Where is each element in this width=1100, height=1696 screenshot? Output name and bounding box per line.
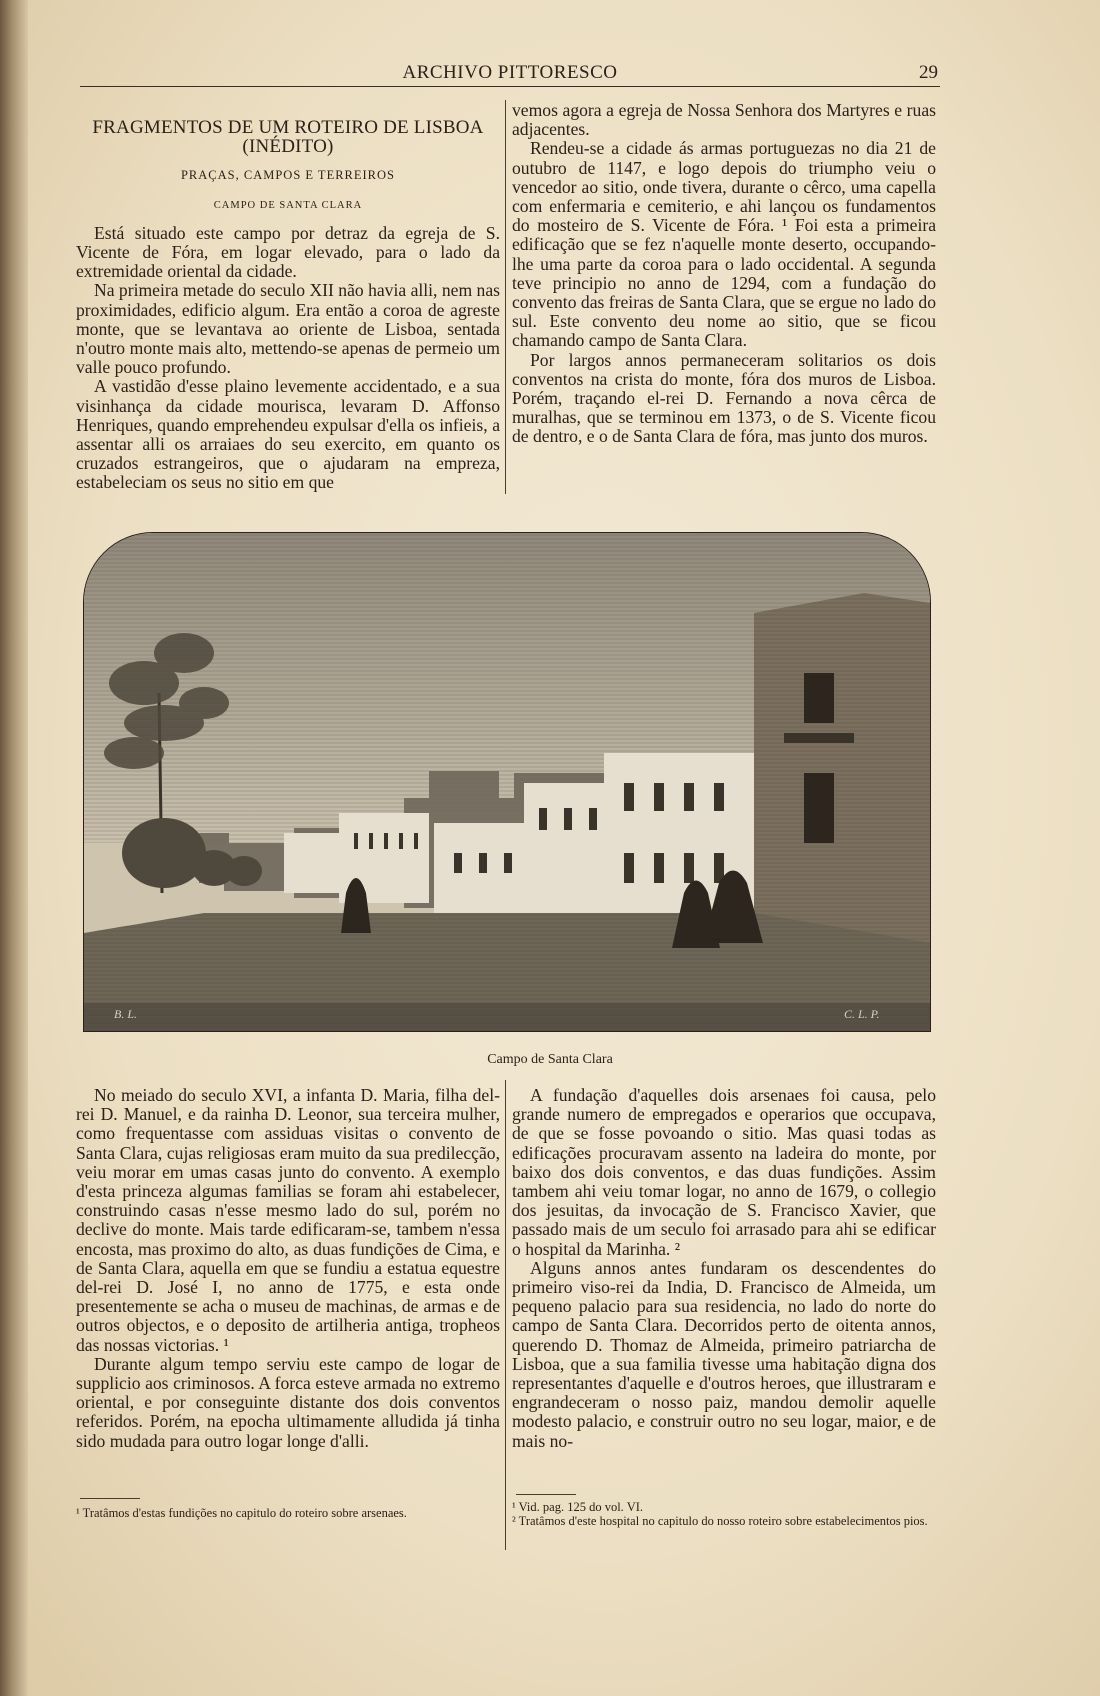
- column-top-right: [512, 101, 936, 447]
- column-bottom-right: [512, 1086, 936, 1451]
- illustration-caption: Campo de Santa Clara: [487, 1052, 613, 1067]
- paragraph: Durante algum tempo serviu este campo de logar de supplicio aos criminosos. A forca esteve armada no extremo oriental, e por conseguinte distante dos dois conventos referidos. Porém, na epocha ultimamente alludida já tinha sido mudada para outro logar longe d'alli.: [76, 1353, 500, 1451]
- column-top-left: [76, 118, 500, 493]
- engraver-signature-left: B. L.: [114, 1007, 138, 1021]
- paragraph: A vastidão d'esse plaino levemente accidentado, e a sua visinhança da cidade mourisca, levaram D. Affonso Henriques, quando emprehendeu expulsar d'ella os infieis, a assentar alli os arraiaes do seu exercito, em quanto os cruzados estrangeiros, que o ajudaram na empreza, estabeleciam os seus no sitio em que: [76, 376, 500, 493]
- engraver-signature-right: C. L. P.: [844, 1007, 880, 1021]
- paragraph: A fundação d'aquelles dois arsenaes foi causa, pelo grande numero de empregados e operarios que occupava, de que se fosse povoando o sitio. Mas quasi todas as edificações procuravam assento na ladeira do monte, por baixo dos dois conventos, e das duas fundições. Assim tambem ahi veiu tomar logar, no anno de 1679, o collegio dos jesuitas, da invocação de S. Francisco Xavier, que passado mais de um seculo foi arrasado para ahi se edificar o hospital da Marinha. ²: [512, 1085, 936, 1259]
- article-title: FRAGMENTOS DE UM ROTEIRO DE LISBOA (INÉDITO): [92, 117, 484, 158]
- journal-title: ARCHIVO PITTORESCO: [402, 62, 618, 83]
- section-heading: PRAÇAS, CAMPOS E TERREIROS: [180, 168, 395, 183]
- footnote-rule: [80, 1498, 140, 1499]
- footnote-right-2: ² Tratâmos d'este hospital no capitulo do nosso roteiro sobre estabelecimentos pios.: [512, 1514, 928, 1528]
- column-divider: [505, 1080, 506, 1550]
- paragraph: Está situado este campo por detraz da egreja de S. Vicente de Fóra, em logar elevado, para o lado da extremidade oriental da cidade.: [76, 222, 500, 282]
- footnote-left: ¹ Tratâmos d'estas fundições no capitulo do roteiro sobre arsenaes.: [76, 1506, 407, 1520]
- running-head: [80, 62, 940, 87]
- footnote-right-1: ¹ Vid. pag. 125 do vol. VI.: [512, 1500, 644, 1514]
- column-divider: [505, 100, 506, 494]
- column-bottom-left: [76, 1086, 500, 1451]
- engraving-campo-de-santa-clara: [83, 532, 931, 1032]
- book-spine-shadow: [0, 0, 28, 1696]
- paragraph: vemos agora a egreja de Nossa Senhora dos Martyres e ruas adjacentes.: [512, 100, 936, 140]
- page-number: 29: [919, 62, 938, 83]
- paragraph: No meiado do seculo XVI, a infanta D. Maria, filha del-rei D. Manuel, e da rainha D. Leonor, sua terceira mulher, como frequentasse com assiduas visitas o convento de Santa Clara, cujas religiosas eram muito da sua predilecção, veiu morar em umas casas junto do convento. A exemplo d'esta princeza algumas familias se foram ahi estabelecer, construindo casas n'esse mesmo lado do sul, porém no declive do monte. Mais tarde edificaram-se, tambem n'essa encosta, mas proximo do alto, as duas fundições de Cima, e de Santa Clara, aquella em que se fundiu a estatua equestre del-rei D. José I, no anno de 1775, e esta onde presentemente se acha o museu de machinas, de armas e de outros objectos, e o deposito de artilheria antiga, tropheos das nossas victorias. ¹: [76, 1085, 500, 1355]
- subsection-heading: CAMPO DE SANTA CLARA: [213, 199, 363, 211]
- paragraph: Alguns annos antes fundaram os descendentes do primeiro viso-rei da India, D. Francisco de Almeida, um pequeno palacio para sua residencia, no lado do norte do campo de Santa Clara. Decorridos perto de oitenta annos, querendo D. Thomaz de Almeida, primeiro patriarcha de Lisboa, que a sua familia tivesse uma habitação digna dos representantes d'aquelle e d'outros heroes, que illustraram e engrandeceram o nosso paiz, mandou demolir aquelle modesto palacio, e construir outro no seu logar, maior, e de mais no-: [512, 1257, 936, 1451]
- paragraph: Na primeira metade do seculo XII não havia alli, nem nas proximidades, edificio algum. Era então a coroa de agreste monte, que se levantava ao oriente de Lisboa, sentada n'outro monte mais alto, mettendo-se apenas de permeio um valle pouco profundo.: [76, 280, 500, 378]
- paragraph: Por largos annos permaneceram solitarios os dois conventos na crista do monte, fóra dos muros de Lisboa. Porém, traçando el-rei D. Fernando a nova cêrca de muralhas, que se terminou em 1373, o de S. Vicente ficou de dentro, e o de Santa Clara de fóra, mas junto dos muros.: [512, 349, 936, 447]
- paragraph: Rendeu-se a cidade ás armas portuguezas no dia 21 de outubro de 1147, e logo depois do triumpho veiu o vencedor ao sitio, onde tivera, durante o cêrco, uma capella com enfermaria e cemiterio, e ahi lançou os fundamentos do mosteiro de S. Vicente de Fóra. ¹ Foi esta a primeira edificação que se fez n'aquelle monte deserto, occupando-lhe uma parte da coroa para o lado occidental. A segunda teve principio no anno de 1294, com a fundação do convento das freiras de Santa Clara, que se ergue no lado do sul. Este convento deu nome ao sitio, que se ficou chamando campo de Santa Clara.: [512, 138, 936, 351]
- footnote-rule: [516, 1494, 576, 1495]
- footnote-right: [512, 1500, 936, 1528]
